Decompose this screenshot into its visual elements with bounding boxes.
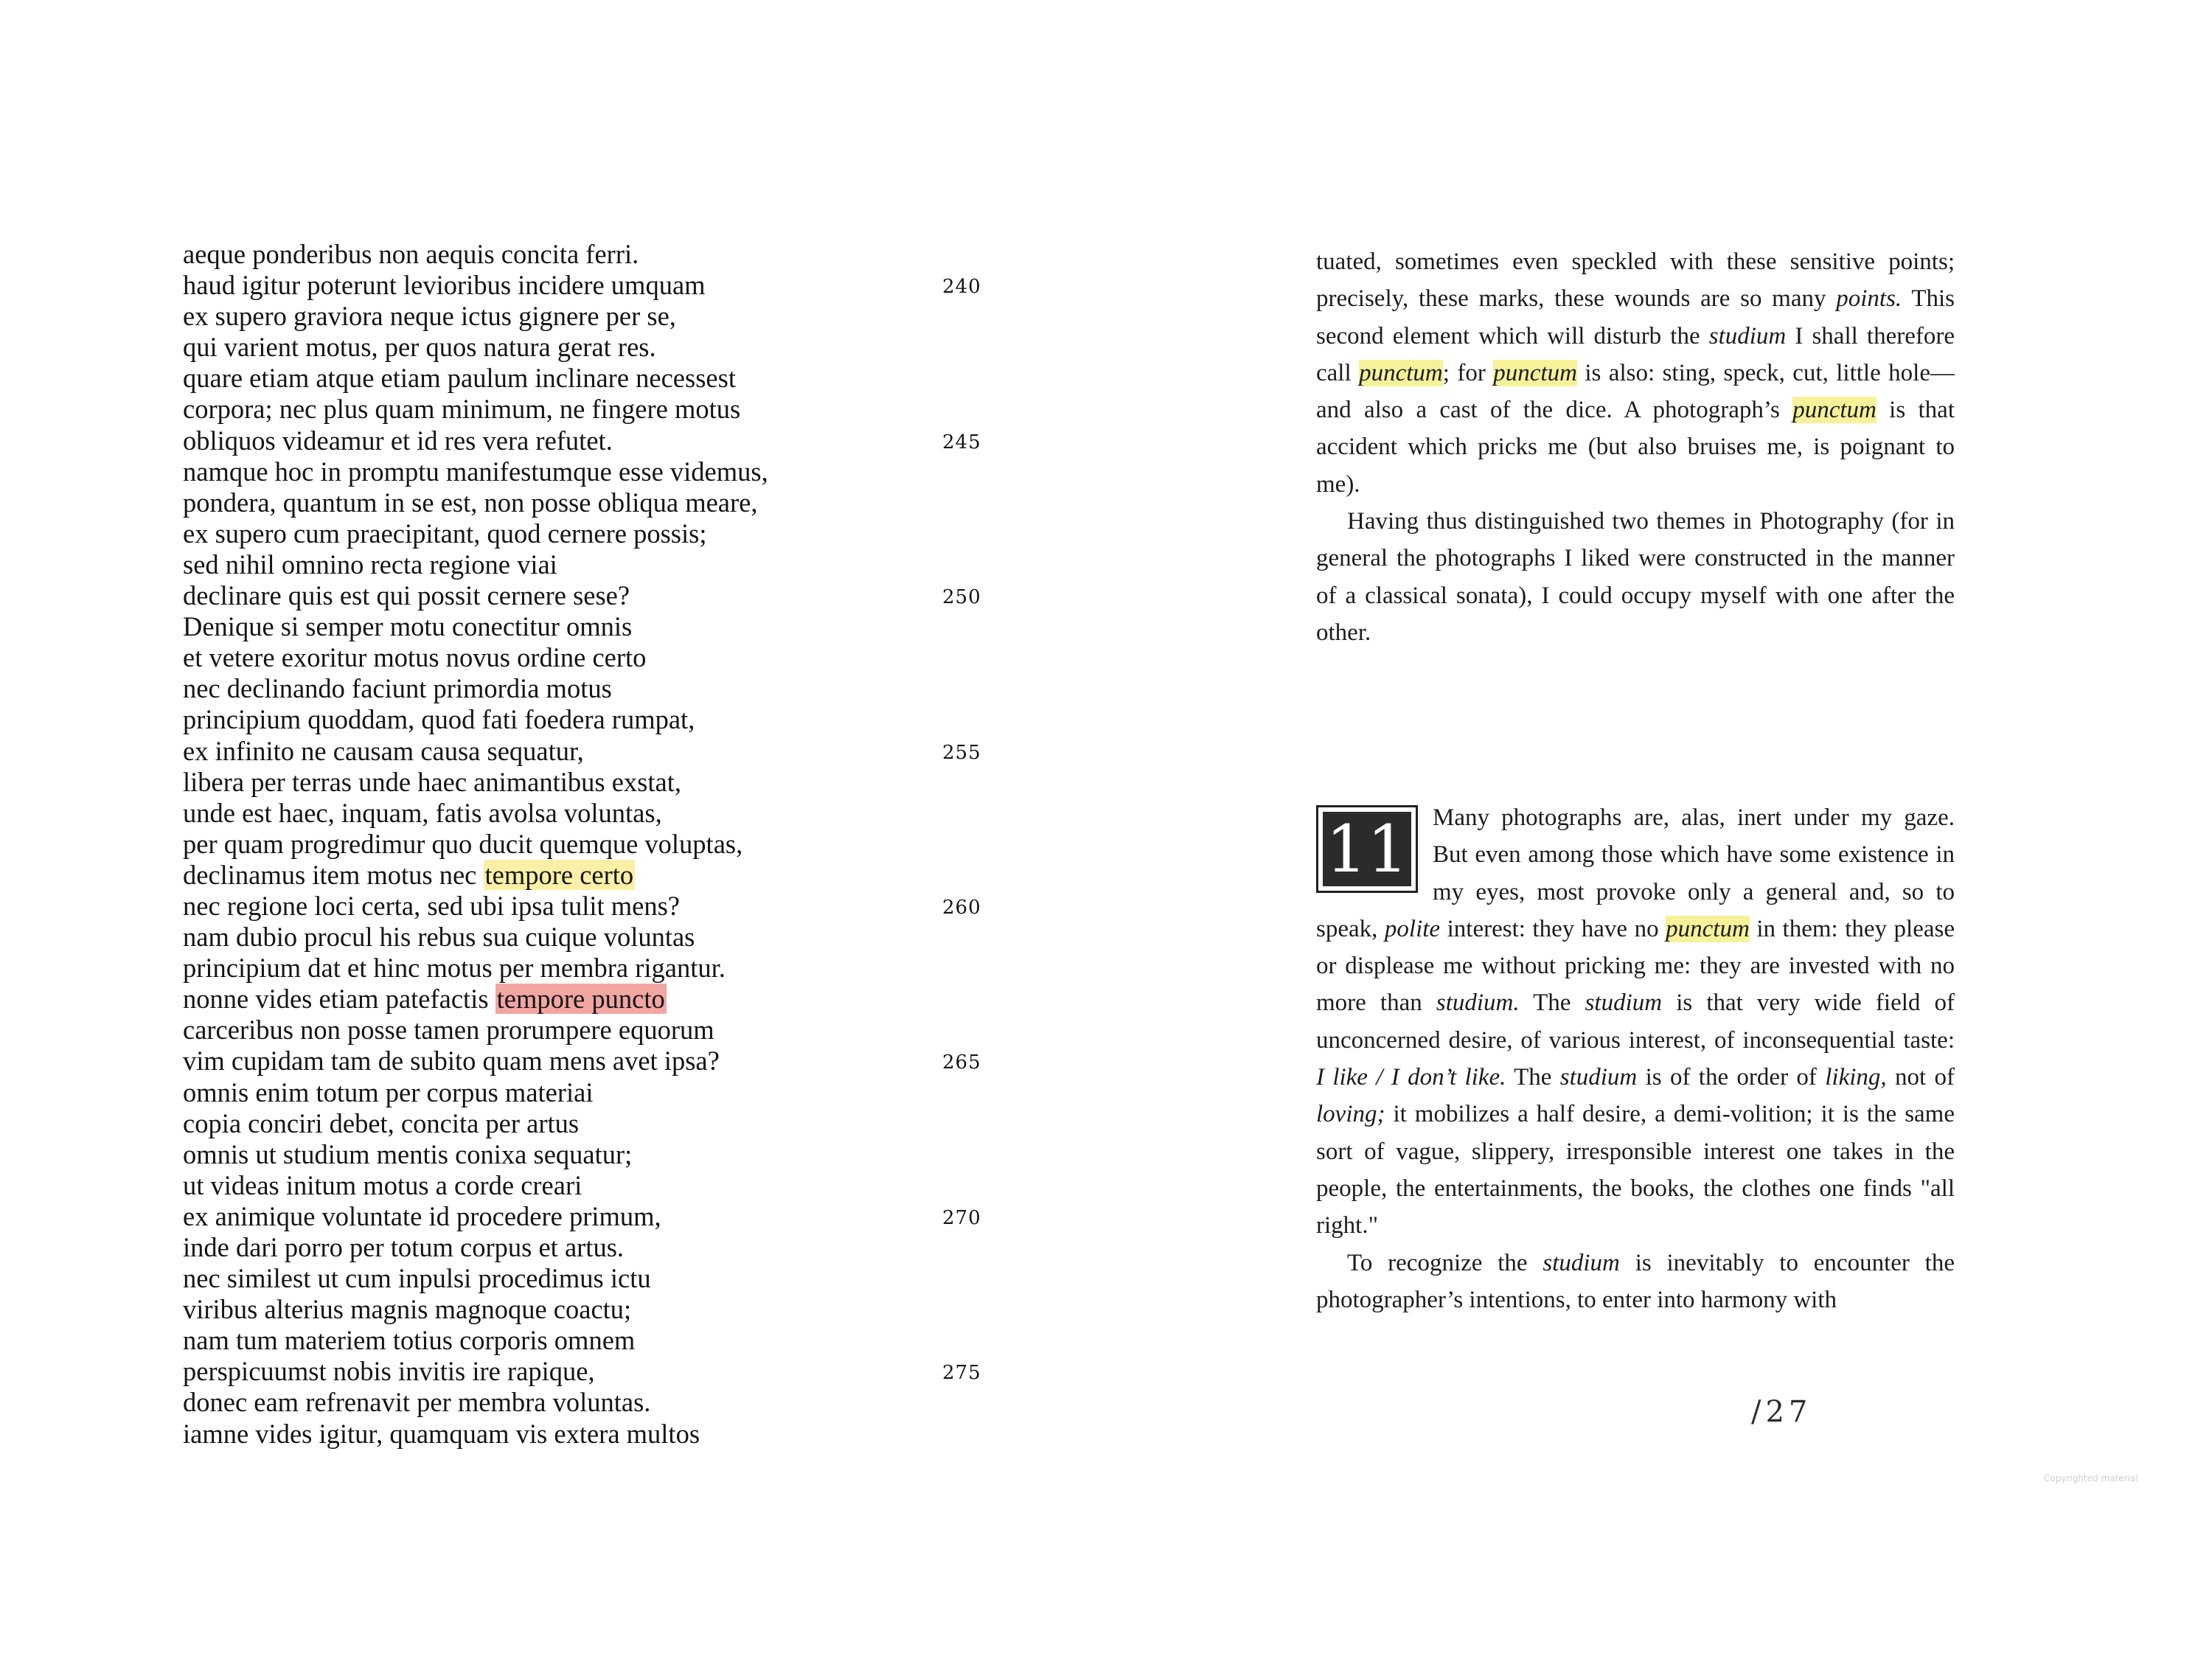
verse-text: nam dubio procul his rebus sua cuique voluntas bbox=[183, 922, 695, 953]
verse-line bbox=[183, 1387, 994, 1418]
line-number: 250 bbox=[942, 586, 981, 609]
verse-text: iamne vides igitur, quamquam vis extera multos bbox=[183, 1418, 700, 1449]
verse-text: principium dat et hinc motus per membra rigantur. bbox=[183, 953, 726, 984]
verse-line bbox=[183, 1139, 994, 1170]
verse-text: ut videas initum motus a corde creari bbox=[183, 1169, 582, 1200]
verse-text: declinamus item motus nec bbox=[183, 859, 484, 890]
verse-text: ex supero graviora neque ictus gignere per se, bbox=[183, 301, 676, 332]
verse-text: perspicuumst nobis invitis ire rapique, bbox=[183, 1356, 595, 1387]
verse-line bbox=[183, 1419, 994, 1450]
verse-text: per quam progredimur quo ducit quemque voluptas, bbox=[183, 828, 743, 859]
verse-text: corpora; nec plus quam minimum, ne fingere motus bbox=[183, 394, 741, 425]
verse-line bbox=[183, 1015, 994, 1046]
verse-line bbox=[183, 456, 994, 487]
verse-line bbox=[183, 332, 994, 363]
page-number: /27 bbox=[1751, 1395, 1812, 1429]
verse-line bbox=[183, 301, 994, 332]
highlight-punctum: punctum bbox=[1666, 915, 1750, 942]
verse-line bbox=[183, 704, 994, 735]
paragraph-3: Many photographs are, alas, inert under my gaze. But even among those which have some existence in my eyes, most provoke only a general and, so to speak, polite interest: they have no punctum in them: they please or displease me without pricking me: they are invested with no more than studium. The studium is that very wide field of unconcerned desire, of various interest, of inconsequential taste: I like / I don’t like. The studium is of the order of liking, not of loving; it mobilizes a half desire, a demi-volition; it is the same sort of vague, slippery, irresponsible interest one takes in the people, the entertainments, the books, the clothes one finds "all right." bbox=[1316, 804, 1955, 1239]
verse-line bbox=[183, 425, 994, 456]
line-number: 265 bbox=[942, 1051, 981, 1074]
verse-text: pondera, quantum in se est, non posse obliqua meare, bbox=[183, 487, 758, 518]
verse-line bbox=[183, 580, 994, 611]
verse-text: namque hoc in promptu manifestumque esse videmus, bbox=[183, 456, 768, 487]
verse-text: qui varient motus, per quos natura gerat res. bbox=[183, 332, 656, 363]
verse-line bbox=[183, 1356, 994, 1387]
verse-text: haud igitur poterunt levioribus incidere umquam bbox=[183, 270, 706, 301]
highlight-yellow: tempore certo bbox=[484, 859, 634, 890]
paragraph-2: Having thus distinguished two themes in Photography (for in general the photographs I liked were constructed in the manner of a classical sonata), I could occupy myself with one after the other. bbox=[1316, 508, 1955, 646]
line-number: 255 bbox=[942, 741, 981, 764]
verse-line bbox=[183, 736, 994, 767]
verse-text: carceribus non posse tamen prorumpere equorum bbox=[183, 1015, 714, 1046]
paragraph-1: tuated, sometimes even speckled with these sensitive points; precisely, these marks, these wounds are so many points. This second element which will disturb the studium I shall therefore call punctum; for punctum is also: sting, speck, cut, little hole—and also a cast of the dice. A photograph’s punctum is that accident which pricks me (but also bruises me, is poignant to me). bbox=[1316, 248, 1955, 498]
verse-text: omnis enim totum per corpus materiai bbox=[183, 1077, 594, 1107]
verse-text: nam tum materiem totius corporis omnem bbox=[183, 1325, 636, 1356]
highlight-red: tempore puncto bbox=[496, 984, 665, 1015]
verse-line bbox=[183, 891, 994, 922]
line-number: 275 bbox=[942, 1362, 981, 1385]
verse-line bbox=[183, 1263, 994, 1294]
line-number: 260 bbox=[942, 896, 981, 919]
verse-text: aeque ponderibus non aequis concita ferri. bbox=[183, 239, 639, 269]
verse-line bbox=[183, 1325, 994, 1356]
verse-text: unde est haec, inquam, fatis avolsa voluntas, bbox=[183, 797, 662, 828]
verse-text: principium quoddam, quod fati foedera rumpat, bbox=[183, 704, 695, 735]
verse-line bbox=[183, 270, 994, 301]
verse-line bbox=[183, 798, 994, 829]
verse-line bbox=[183, 487, 994, 518]
verse-line bbox=[183, 984, 994, 1015]
chapter-number-box bbox=[1316, 805, 1418, 893]
verse-line bbox=[183, 1046, 994, 1077]
verse-line bbox=[183, 1077, 994, 1108]
verse-text: ex infinito ne causam causa sequatur, bbox=[183, 735, 584, 766]
verse-line bbox=[183, 611, 994, 642]
verse-text: quare etiam atque etiam paulum inclinare necessest bbox=[183, 363, 736, 394]
verse-text: obliquos videamur et id res vera refutet. bbox=[183, 425, 613, 456]
line-number: 240 bbox=[942, 276, 981, 299]
verse-line bbox=[183, 767, 994, 798]
verse-text: et vetere exoritur motus novus ordine certo bbox=[183, 642, 647, 673]
verse-line bbox=[183, 953, 994, 984]
verse-text: inde dari porro per totum corpus et artus. bbox=[183, 1232, 625, 1262]
verse-text: sed nihil omnino recta regione viai bbox=[183, 549, 557, 580]
verse-text: vim cupidam tam de subito quam mens avet ipsa? bbox=[183, 1046, 720, 1077]
verse-line bbox=[183, 922, 994, 953]
verse-line bbox=[183, 363, 994, 394]
highlight-punctum: punctum bbox=[1359, 359, 1443, 386]
verse-text: nec declinando faciunt primordia motus bbox=[183, 673, 612, 704]
verse-line bbox=[183, 1108, 994, 1139]
prose-block-top bbox=[1316, 243, 1955, 651]
chapter-number: 11 bbox=[1323, 812, 1411, 886]
verse-text: ex animique voluntate id procedere primum, bbox=[183, 1200, 661, 1231]
verse-text: nec similest ut cum inpulsi procedimus ictu bbox=[183, 1263, 651, 1294]
verse-text: ex supero cum praecipitant, quod cernere possis; bbox=[183, 518, 707, 549]
verse-line bbox=[183, 860, 994, 891]
prose-block-chapter bbox=[1316, 799, 1955, 1318]
verse-text: nonne vides etiam patefactis bbox=[183, 984, 495, 1015]
verse-text: donec eam refrenavit per membra voluntas. bbox=[183, 1387, 651, 1418]
verse-text: Denique si semper motu conectitur omnis bbox=[183, 611, 633, 642]
copyright-watermark: Copyrighted material bbox=[2044, 1473, 2138, 1484]
verse-text: nec regione loci certa, sed ubi ipsa tulit mens? bbox=[183, 890, 681, 921]
highlight-punctum: punctum bbox=[1792, 397, 1877, 424]
verse-line bbox=[183, 1294, 994, 1325]
verse-line bbox=[183, 1232, 994, 1263]
paragraph-4: To recognize the studium is inevitably to encounter the photographer’s intentions, to enter into harmony with bbox=[1316, 1249, 1955, 1313]
verse-text: libera per terras unde haec animantibus exstat, bbox=[183, 766, 681, 797]
verse-line bbox=[183, 394, 994, 425]
highlight-punctum: punctum bbox=[1493, 359, 1577, 386]
verse-line bbox=[183, 1170, 994, 1201]
verse-text: viribus alterius magnis magnoque coactu; bbox=[183, 1294, 632, 1325]
verse-line bbox=[183, 549, 994, 580]
verse-line bbox=[183, 829, 994, 860]
verse-text: declinare quis est qui possit cernere sese? bbox=[183, 580, 630, 611]
verse-text: copia conciri debet, concita per artus bbox=[183, 1107, 580, 1138]
verse-line bbox=[183, 673, 994, 704]
latin-verse bbox=[183, 239, 994, 1450]
verse-line bbox=[183, 239, 994, 270]
line-number: 245 bbox=[942, 431, 981, 453]
verse-line bbox=[183, 642, 994, 673]
verse-text: omnis ut studium mentis conixa sequatur; bbox=[183, 1138, 633, 1169]
line-number: 270 bbox=[942, 1206, 981, 1229]
verse-line bbox=[183, 518, 994, 549]
verse-line bbox=[183, 1201, 994, 1232]
